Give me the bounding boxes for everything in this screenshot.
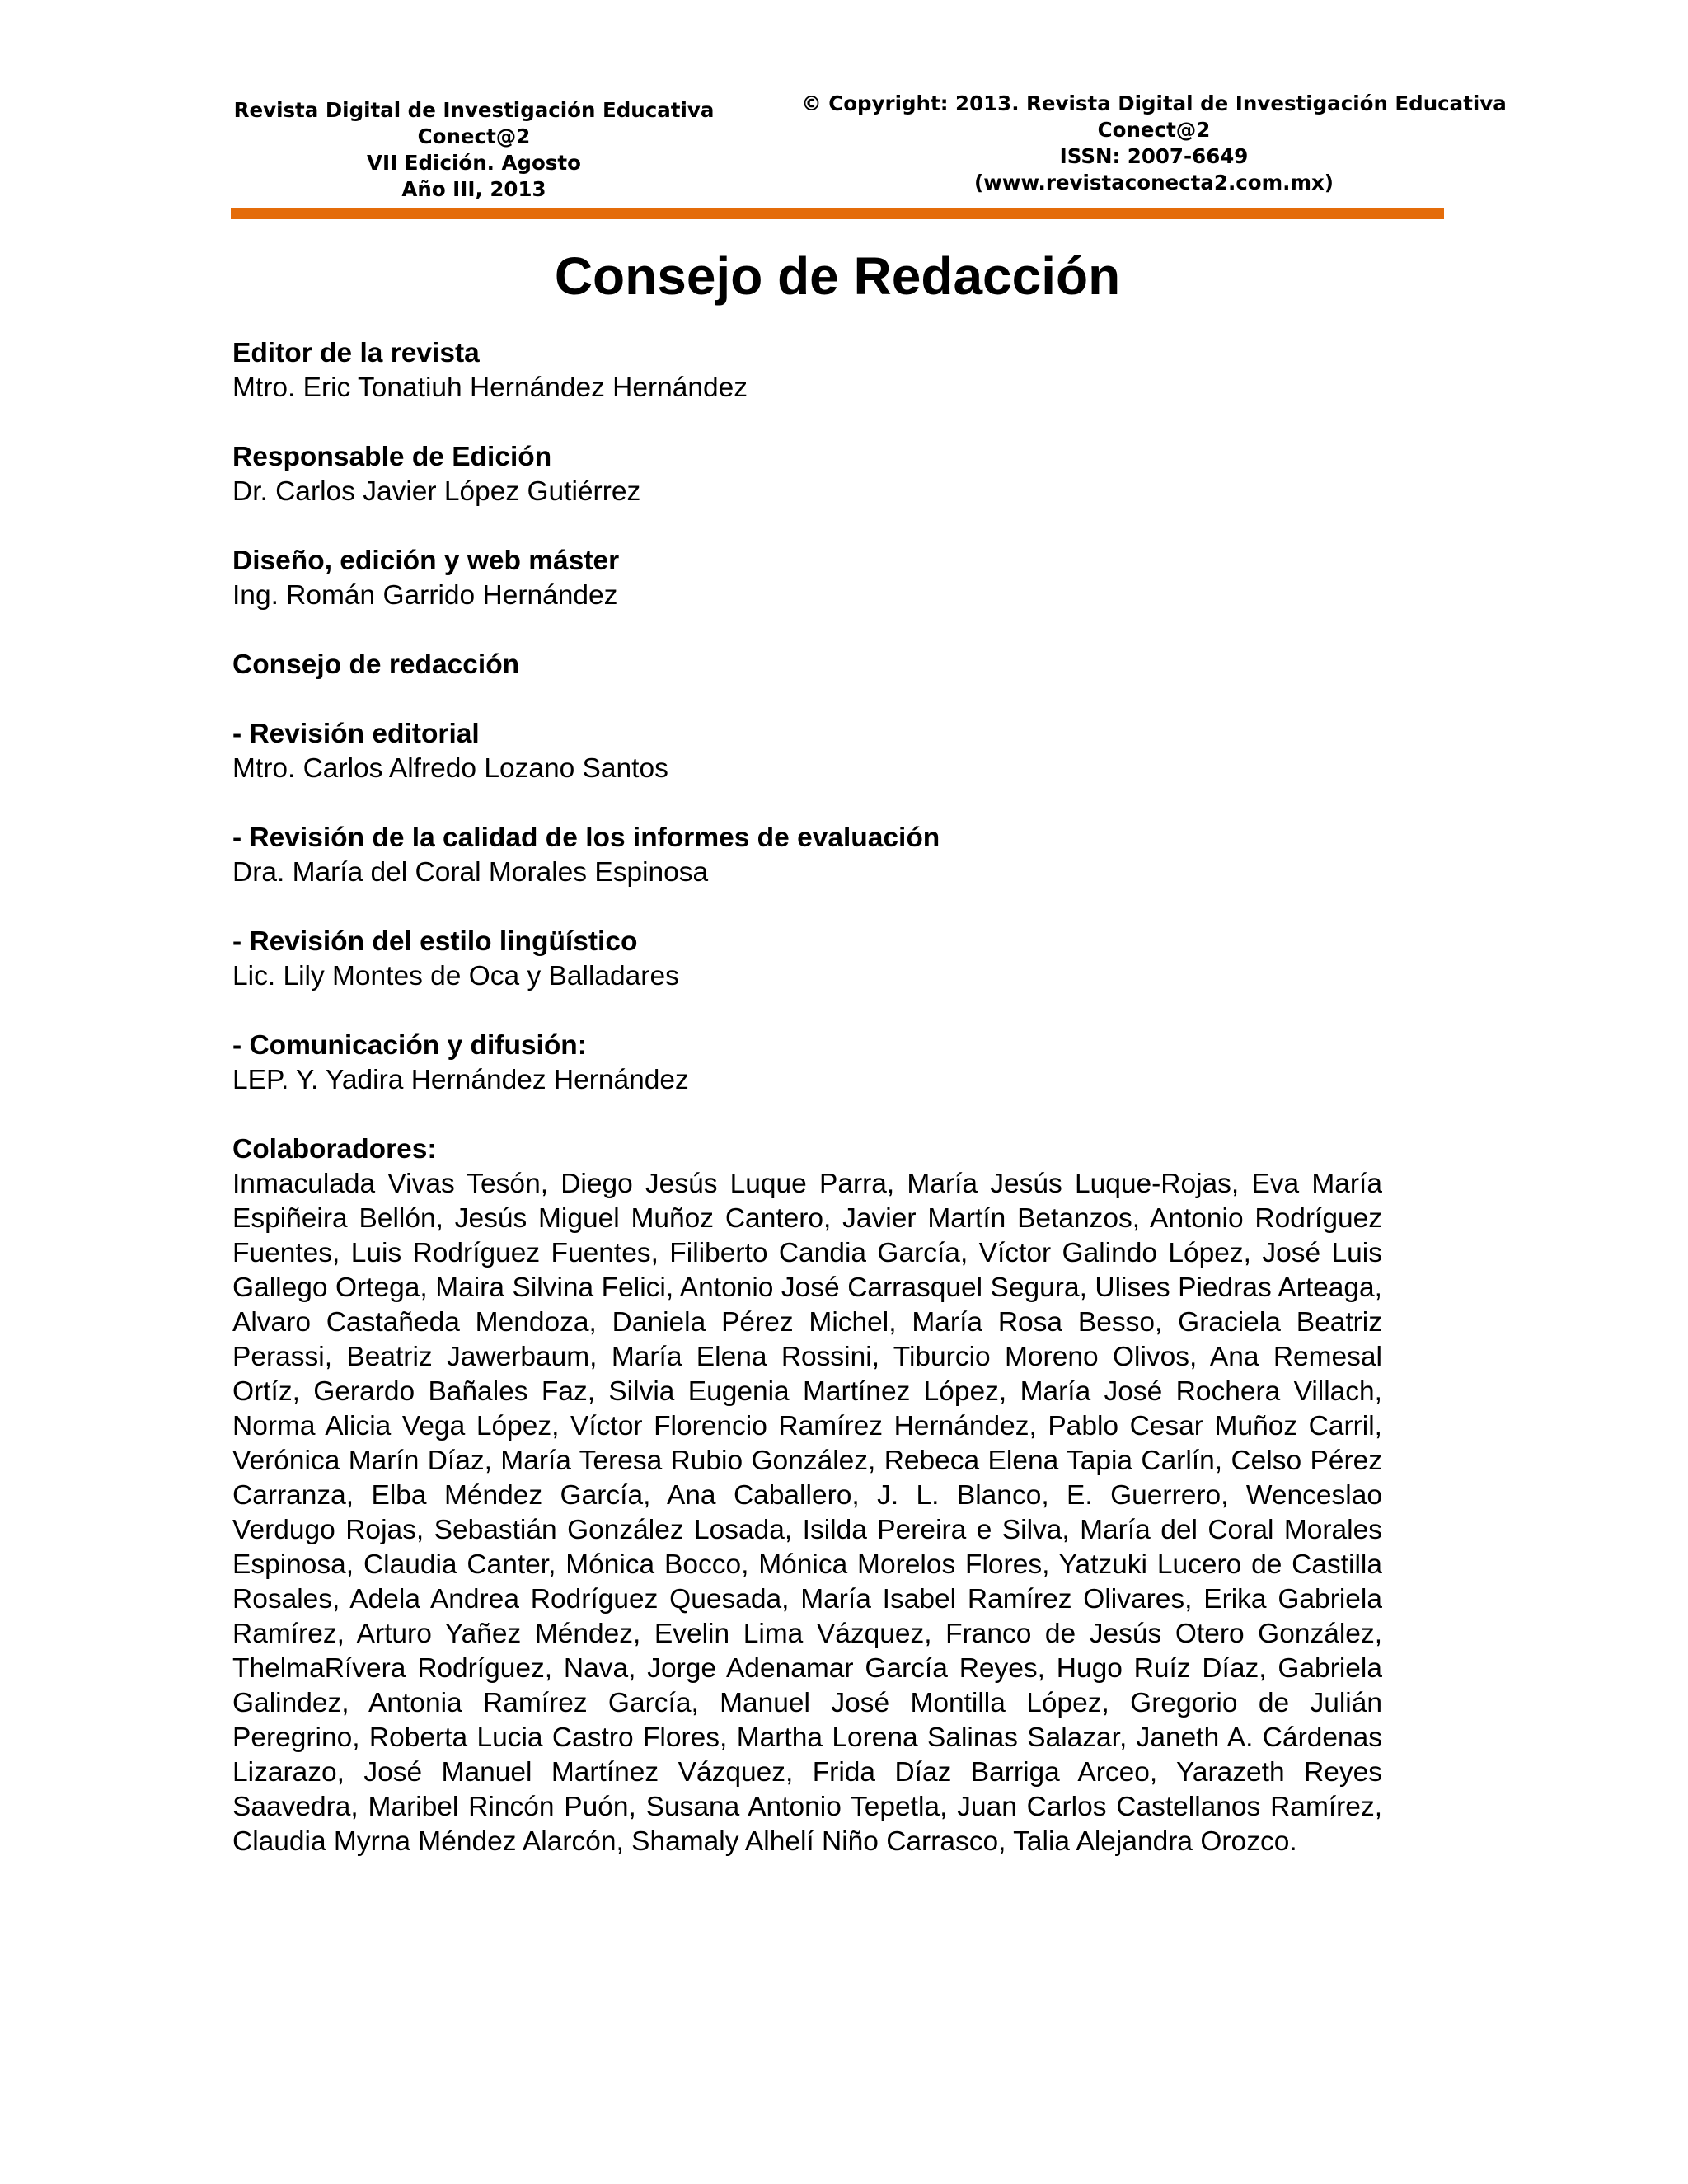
collaborators-heading: Colaboradores: xyxy=(232,1134,437,1165)
section-heading: - Comunicación y difusión: xyxy=(232,1030,587,1061)
website-line: (www.revistaconecta2.com.mx) xyxy=(974,171,1334,194)
section-heading: - Revisión de la calidad de los informes de evaluación xyxy=(232,823,940,853)
section-editor xyxy=(232,336,1382,405)
section-communication xyxy=(232,1029,1382,1098)
copyright-line: © Copyright: 2013. Revista Digital de Investigación Educativa xyxy=(801,91,1507,115)
section-style-review xyxy=(232,925,1382,994)
section-person: Dr. Carlos Javier López Gutiérrez xyxy=(232,476,641,507)
section-person: Dra. María del Coral Morales Espinosa xyxy=(232,857,709,888)
section-heading: Editor de la revista xyxy=(232,338,480,368)
section-quality-review xyxy=(232,821,1382,890)
header-divider xyxy=(231,208,1444,219)
year-label: Año III, 2013 xyxy=(401,177,546,201)
section-edition-lead xyxy=(232,440,1382,509)
section-person: LEP. Y. Yadira Hernández Hernández xyxy=(232,1065,689,1095)
section-heading: Consejo de redacción xyxy=(232,649,520,680)
section-board xyxy=(232,648,1382,682)
section-heading: - Revisión editorial xyxy=(232,719,480,749)
journal-name: Revista Digital de Investigación Educativa xyxy=(233,98,715,122)
section-collaborators xyxy=(232,1132,1382,1859)
journal-header-left xyxy=(231,97,717,203)
issn-line: ISSN: 2007-6649 xyxy=(1059,144,1249,168)
journal-short-name: Conect@2 xyxy=(417,124,531,148)
journal-header-right xyxy=(799,91,1508,196)
section-design xyxy=(232,544,1382,613)
section-heading: - Revisión del estilo lingüístico xyxy=(232,926,638,957)
section-person: Mtro. Carlos Alfredo Lozano Santos xyxy=(232,753,668,784)
section-person: Ing. Román Garrido Hernández xyxy=(232,580,618,611)
editorial-board-content xyxy=(232,336,1382,1894)
section-heading: Diseño, edición y web máster xyxy=(232,546,620,576)
edition-label: VII Edición. Agosto xyxy=(367,151,581,175)
section-person: Mtro. Eric Tonatiuh Hernández Hernández xyxy=(232,373,748,403)
section-person: Lic. Lily Montes de Oca y Balladares xyxy=(232,961,679,991)
section-editorial-review xyxy=(232,717,1382,786)
section-heading: Responsable de Edición xyxy=(232,442,552,472)
journal-short-name-right: Conect@2 xyxy=(1097,118,1211,142)
collaborators-list: Inmaculada Vivas Tesón, Diego Jesús Luque Parra, María Jesús Luque-Rojas, Eva María Espiñeira Bellón, Jesús Miguel Muñoz Cantero, Javier Martín Betanzos, Antonio Rodríguez Fuentes, Luis Rodríguez Fuentes, Filiberto Candia García, Víctor Galindo López, José Luis Gallego Ortega, Maira Silvina Felici, Antonio José Carrasquel Segura, Ulises Piedras Arteaga, Alvaro Castañeda Mendoza, Daniela Pérez Michel, María Rosa Besso, Graciela Beatriz Perassi, Beatriz Jawerbaum, María Elena Rossini, Tiburcio Moreno Olivos, Ana Remesal Ortíz, Gerardo Bañales Faz, Silvia Eugenia Martínez López, María José Rochera Villach, Norma Alicia Vega López, Víctor Florencio Ramírez Hernández, Pablo Cesar Muñoz Carril, Verónica Marín Díaz, María Teresa Rubio González, Rebeca Elena Tapia Carlín, Celso Pérez Carranza, Elba Méndez García, Ana Caballero, J. L. Blanco, E. Guerrero, Wenceslao Verdugo Rojas, Sebastián González Losada, Isilda Pereira e Silva, María del Coral Morales Espinosa, Claudia Canter, Mónica Bocco, Mónica Morelos Flores, Yatzuki Lucero de Castilla Rosales, Adela Andrea Rodríguez Quesada, María Isabel Ramírez Olivares, Erika Gabriela Ramírez, Arturo Yañez Méndez, Evelin Lima Vázquez, Franco de Jesús Otero González, ThelmaRívera Rodríguez, Nava, Jorge Adenamar García Reyes, Hugo Ruíz Díaz, Gabriela Galindez, Antonia Ramírez García, Manuel José Montilla López, Gregorio de Julián Peregrino, Roberta Lucia Castro Flores, Martha Lorena Salinas Salazar, Janeth A. Cárdenas Lizarazo, José Manuel Martínez Vázquez, Frida Díaz Barriga Arceo, Yarazeth Reyes Saavedra, Maribel Rincón Puón, Susana Antonio Tepetla, Juan Carlos Castellanos Ramírez, Claudia Myrna Méndez Alarcón, Shamaly Alhelí Niño Carrasco, Talia Alejandra Orozco. xyxy=(232,1169,1382,1857)
page-title: Consejo de Redacción xyxy=(554,246,1121,306)
